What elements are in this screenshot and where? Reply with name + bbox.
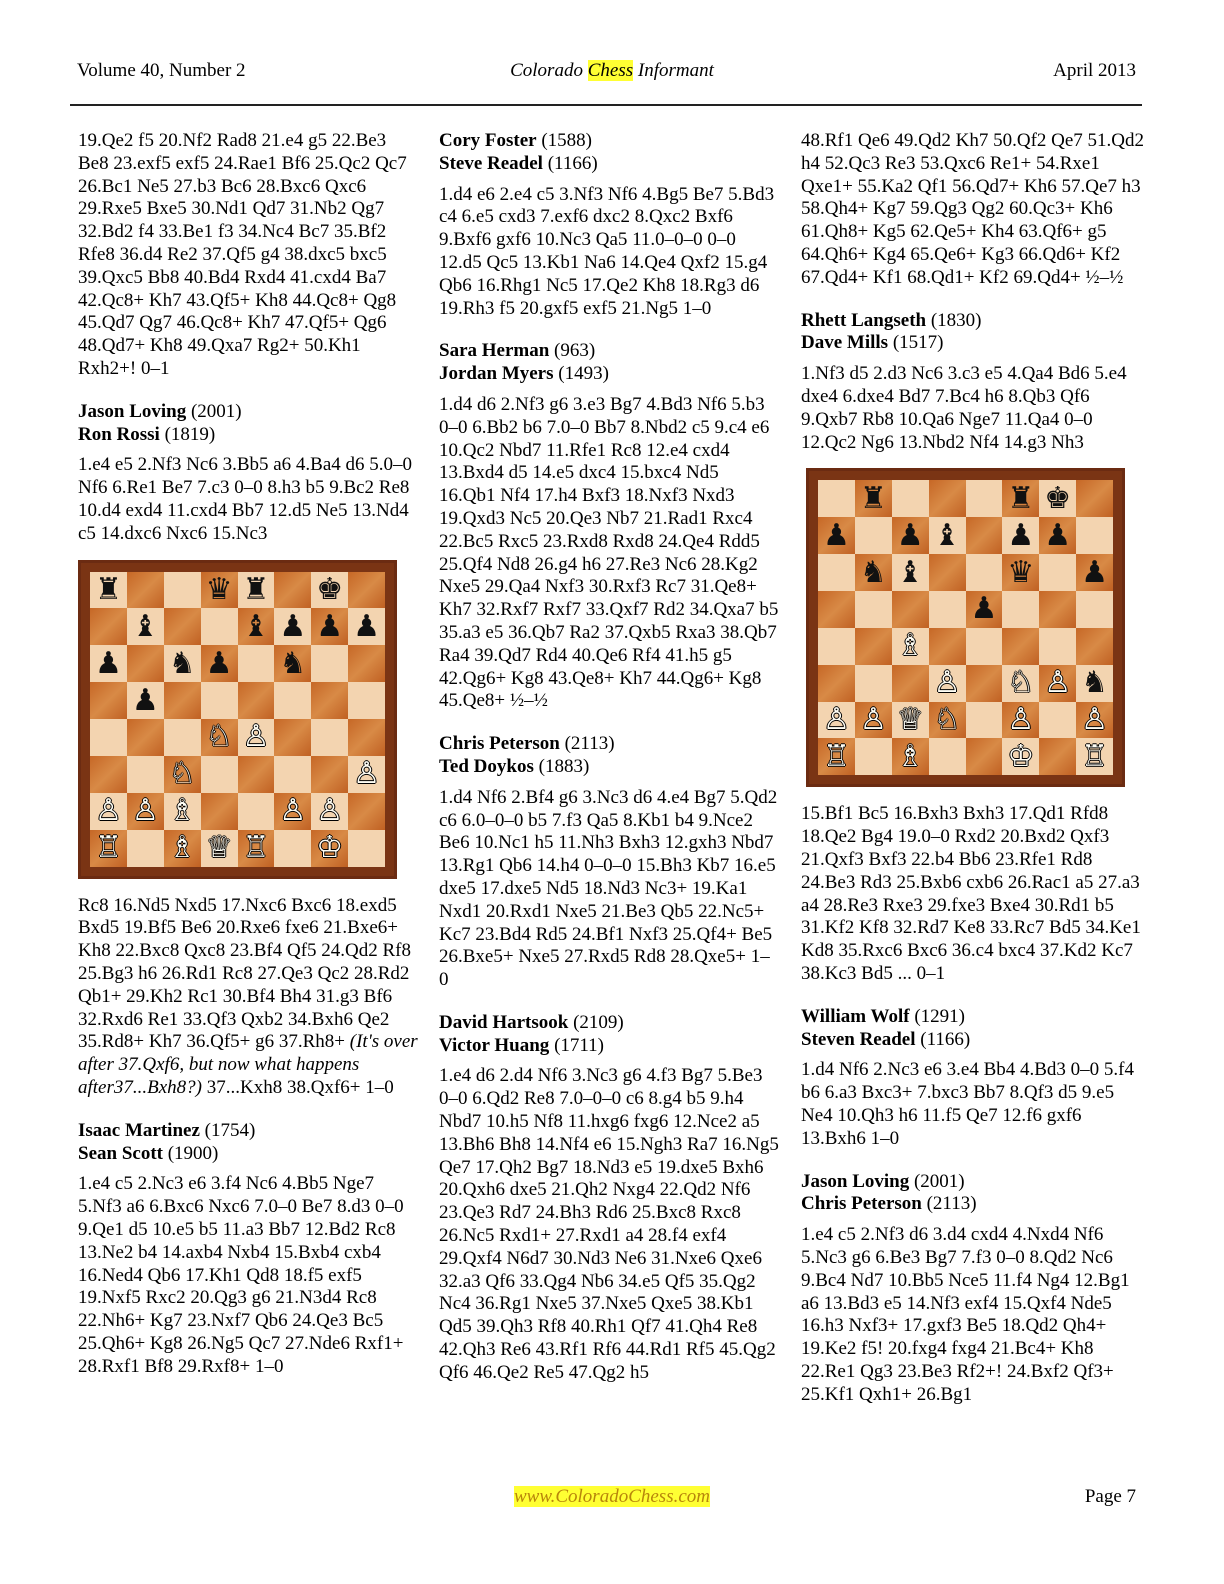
game-heading (801, 1171, 1146, 1217)
black-pawn-icon: ♟ (1007, 517, 1035, 553)
black-player: Steve Readel (439, 152, 543, 174)
board-square (127, 793, 164, 830)
board-square (1039, 702, 1076, 739)
board-square (929, 591, 966, 628)
board-square (966, 591, 1003, 628)
board-square (90, 756, 127, 793)
black-player: Dave Mills (801, 332, 889, 354)
board-square (311, 572, 348, 609)
board-square (1076, 665, 1113, 702)
board-square (90, 793, 127, 830)
board-square (929, 628, 966, 665)
game-moves: 1.d4 d6 2.Nf3 g6 3.e3 Bg7 4.Bd3 Nf6 5.b3 0–0 6.Bb2 b6 7.0–0 Bb7 8.Nbd2 c5 9.c4 e6 10.Qc2 Nbd7 11.Rfe1 Rc8 12.e4 cxd4 13.Bxd4 d5 14.e5 dxc4 15.bxc4 Nd5 16.Qb1 Nf4 17.h4 Bxf3 18.Nxf3 Nxd3 19.Qxd3 Nc5 20.Qe3 Nb7 21.Rad1 Rxc4 22.Bc5 Rxc5 23.Rxd8 Rxd8 24.Qe4 Rdd5 25.Qf4 Nd8 26.g4 h6 27.Re3 Nc6 28.Kg2 Nxe5 29.Qa4 Nxf3 30.Rxf3 Rc7 31.Qe8+ Kh7 32.Rxf7 Rxf7 33.Qxf7 Rd2 34.Qxa7 b5 35.a3 e5 36.Qb7 Ra2 37.Qxb5 Rxa3 38.Qb7 Ra4 39.Qd7 Rd4 40.Qe6 Rf4 41.h5 g5 42.Qg6+ Kg8 43.Qe8+ Kh7 44.Qg6+ Kg8 45.Qe8+ ½–½ (439, 393, 779, 712)
black-knight-icon: ♞ (1081, 665, 1109, 701)
issue-date: April 2013 (1053, 60, 1136, 81)
board-square (348, 608, 385, 645)
white-rating: (2113) (559, 733, 615, 755)
white-rook-icon: ♖ (242, 830, 270, 866)
white-knight-icon: ♘ (1007, 665, 1035, 701)
game-heading (439, 1012, 779, 1058)
white-bishop-icon: ♗ (168, 793, 196, 829)
black-rating: (1166) (542, 152, 598, 174)
board-square (201, 572, 238, 609)
white-rook-icon: ♖ (822, 738, 850, 774)
black-queen-icon: ♛ (205, 571, 233, 607)
black-rook-icon: ♜ (242, 571, 270, 607)
board-square (238, 793, 275, 830)
black-player: Ron Rossi (78, 423, 160, 445)
white-bishop-icon: ♗ (896, 738, 924, 774)
board-square (348, 682, 385, 719)
game-moves: 1.Nf3 d5 2.d3 Nc6 3.c3 e5 4.Qa4 Bd6 5.e4 dxe4 6.dxe4 Bd7 7.Bc4 h6 8.Qb3 Qf6 9.Qxb7 Rb8 10.Qa6 Nge7 11.Qa4 0–0 12.Qc2 Ng6 13.Nbd2 Nf4 14.g3 Nh3 (801, 363, 1127, 453)
black-king-icon: ♚ (316, 571, 344, 607)
board-square (348, 719, 385, 756)
white-bishop-icon: ♗ (896, 628, 924, 664)
board-square (1076, 517, 1113, 554)
board-square (348, 793, 385, 830)
black-pawn-icon: ♟ (131, 682, 159, 718)
board-square (274, 682, 311, 719)
black-knight-icon: ♞ (279, 645, 307, 681)
board-square (855, 628, 892, 665)
black-queen-icon: ♛ (1007, 554, 1035, 590)
board-square (90, 682, 127, 719)
game-moves: 19.Qe2 f5 20.Nf2 Rad8 21.e4 g5 22.Be3 Be8 23.exf5 exf5 24.Rae1 Bf6 25.Qc2 Qc7 26.Bc1 Ne5 27.b3 Bc6 28.Bxc6 Qxc6 29.Rxe5 Bxe5 30.Nd1 Qd7 31.Nb2 Qg7 32.Bd2 f4 33.Be1 f3 34.Nc4 Bc7 35.Bf2 Rfe8 36.d4 Re2 37.Qf5 g4 38.dxc5 bxc5 39.Qxc5 Bb8 40.Bd4 Rxd4 41.cxd4 Ba7 42.Qc8+ Kh7 43.Qf5+ Kh8 44.Qc8+ Qg8 45.Qd7 Qg7 46.Qc8+ Kh7 47.Qf5+ Qg6 48.Qd7+ Kh8 49.Qxa7 Rg2+ 50.Kh1 Rxh2+! 0–1 (78, 130, 407, 379)
board-square (1002, 554, 1039, 591)
black-pawn-icon: ♟ (279, 608, 307, 644)
black-rook-icon: ♜ (859, 480, 887, 516)
board-square (892, 480, 929, 517)
board-square (164, 719, 201, 756)
black-knight-icon: ♞ (859, 554, 887, 590)
black-pawn-icon: ♟ (353, 608, 381, 644)
board-square (818, 628, 855, 665)
game-moves: 48.Rf1 Qe6 49.Qd2 Kh7 50.Qf2 Qe7 51.Qd2 h4 52.Qc3 Re3 53.Qxc6 Re1+ 54.Rxe1 Qxe1+ 55.Ka2 Qf1 56.Qd7+ Kh6 57.Qe7 h3 58.Qh4+ Kg7 59.Qg3 Qg2 60.Qc3+ Kh6 61.Qh8+ Kg5 62.Qe5+ Kh4 63.Qf6+ g5 64.Qh6+ Kg4 65.Qe6+ Kg3 66.Qd6+ Kf2 67.Qd4+ Kf1 68.Qd1+ Kf2 69.Qd4+ ½–½ (801, 130, 1145, 288)
white-rating: (2001) (909, 1170, 965, 1192)
game-moves: 1.e4 c5 2.Nc3 e6 3.f4 Nc6 4.Bb5 Nge7 5.Nf3 a6 6.Bxc6 Nxc6 7.0–0 Be7 8.d3 0–0 9.Qe1 d5 10.e5 b5 11.a3 Bb7 12.Bd2 Rc8 13.Ne2 b4 14.axb4 Nxb4 15.Bxb4 cxb4 16.Ned4 Qb6 17.Kh1 Qd8 18.f5 exf5 19.Nxf5 Rxc2 20.Qg3 g6 21.N3d4 Rc8 22.Nh6+ Kg7 23.Nxf7 Qb6 24.Qe3 Bc5 25.Qh6+ Kg8 26.Ng5 Qc7 27.Nde6 Rxf1+ 28.Rxf1 Bf8 29.Rxf8+ 1–0 (78, 1173, 404, 1377)
white-pawn-icon: ♙ (242, 719, 270, 755)
white-player: Isaac Martinez (78, 1119, 200, 1141)
board-square (201, 682, 238, 719)
board-square (1076, 628, 1113, 665)
white-player: Rhett Langseth (801, 309, 927, 331)
white-pawn-icon: ♙ (1044, 665, 1072, 701)
board-square (1076, 591, 1113, 628)
board-square (892, 554, 929, 591)
white-player: Chris Peterson (439, 733, 560, 755)
board-square (127, 608, 164, 645)
board-square (127, 830, 164, 867)
board-square (818, 554, 855, 591)
board-square (238, 682, 275, 719)
black-rook-icon: ♜ (1007, 480, 1035, 516)
column-1 (78, 130, 418, 1398)
board-square (201, 719, 238, 756)
game-moves: 1.e4 c5 2.Nf3 d6 3.d4 cxd4 4.Nxd4 Nf6 5.Nc3 g6 6.Be3 Bg7 7.f3 0–0 8.Qd2 Nc6 9.Bc4 Nd7 10.Bb5 Nce5 11.f4 Ng4 12.Bg1 a6 13.Bd3 e5 14.Nf3 exf4 15.Qxf4 Nde5 16.h3 Nxf3+ 17.gxf3 Be5 18.Qd2 Qh4+ 19.Ke2 f5! 20.fxg4 fxg4 21.Bc4+ Kh8 22.Re1 Qg3 23.Be3 Rf2+! 24.Bxf2 Qf3+ 25.Kf1 Qxh1+ 26.Bg1 (801, 1224, 1130, 1405)
black-bishop-icon: ♝ (242, 608, 270, 644)
board-square (1002, 628, 1039, 665)
black-king-icon: ♚ (1044, 480, 1072, 516)
board-square (311, 830, 348, 867)
white-bishop-icon: ♗ (168, 830, 196, 866)
board-square (855, 702, 892, 739)
board-square (966, 628, 1003, 665)
game-moves: 1.e4 d6 2.d4 Nf6 3.Nc3 g6 4.f3 Bg7 5.Be3 0–0 6.Qd2 Re8 7.0–0–0 c6 8.g4 b5 9.h4 Nbd7 10.h5 Nf8 11.hxg6 fxg6 12.Nce2 a5 13.Bh6 Bh8 14.Nf4 e6 15.Ngh3 Ra7 16.Ng5 Qe7 17.Qh2 Bg7 18.Nd3 e5 19.dxe5 Bxh6 20.Qxh6 dxe5 21.Qh2 Nxg4 22.Qd2 Nf6 23.Qe3 Rd7 24.Bh3 Rd6 25.Bxc8 Rxc8 26.Nc5 Rxd1+ 27.Rxd1 a4 28.f4 exf4 29.Qxf4 N6d7 30.Nd3 Ne6 31.Nxe6 Qxe6 32.a3 Qf6 33.Qg4 Nb6 34.e5 Qf5 35.Qg2 Nc4 36.Rg1 Nxe5 37.Nxe5 Qxe5 38.Kb1 Qd5 39.Qh3 Rf8 40.Rh1 Qf7 41.Qh4 Re8 42.Qh3 Re6 43.Rf1 Rf6 44.Rd1 Rf5 45.Qg2 Qf6 46.Qe2 Re5 47.Qg2 h5 (439, 1065, 779, 1383)
black-rating: (1819) (159, 423, 216, 445)
publication-title: Colorado Chess Informant (510, 60, 714, 81)
white-rating: (1291) (909, 1005, 965, 1027)
game-moves: 15.Bf1 Bc5 16.Bxh3 Bxh3 17.Qd1 Rfd8 18.Qe2 Bg4 19.0–0 Rxd2 20.Bxd2 Qxf3 21.Qxf3 Bxf3 22.b4 Bb6 23.Rfe1 Rd8 24.Be3 Rd3 25.Bxb6 cxb6 26.Rac1 a5 27.a3 a4 28.Re3 Rxe3 29.fxe3 Bxe4 30.Rd1 b5 31.Kf2 Kf8 32.Rd7 Ke8 33.Rc7 Bd5 34.Ke1 Kd8 35.Rxc6 Bxc6 36.c4 bxc4 37.Kd2 Kc7 38.Kc3 Bd5 ... 0–1 (801, 803, 1141, 984)
board-square (311, 719, 348, 756)
board-square (274, 830, 311, 867)
game-heading (439, 340, 779, 386)
board-square (929, 702, 966, 739)
board-square (892, 738, 929, 775)
white-pawn-icon: ♙ (1007, 702, 1035, 738)
board-square (1002, 591, 1039, 628)
game-moves: 1.e4 e5 2.Nf3 Nc6 3.Bb5 a6 4.Ba4 d6 5.0–0 Nf6 6.Re1 Be7 7.c3 0–0 8.h3 b5 9.Bc2 Re8 10.d4 exd4 11.cxd4 Bb7 12.d5 Ne5 13.Nd4 c5 14.dxc6 Nxc6 15.Nc3 (78, 454, 413, 544)
board-square (90, 645, 127, 682)
board-square (274, 608, 311, 645)
white-king-icon: ♔ (316, 830, 344, 866)
black-player: Victor Huang (439, 1034, 550, 1056)
board-square (1076, 554, 1113, 591)
website-link[interactable]: www.ColoradoChess.com (513, 1486, 710, 1507)
board-square (855, 517, 892, 554)
black-pawn-icon: ♟ (94, 645, 122, 681)
white-rating: (963) (549, 340, 596, 362)
black-pawn-icon: ♟ (970, 591, 998, 627)
board-square (201, 645, 238, 682)
board-square (201, 756, 238, 793)
board-square (818, 591, 855, 628)
black-player: Ted Doykos (439, 755, 534, 777)
board-square (90, 719, 127, 756)
board-square (348, 645, 385, 682)
black-pawn-icon: ♟ (316, 608, 344, 644)
black-rating: (1493) (553, 363, 609, 385)
board-square (1076, 480, 1113, 517)
black-player: Chris Peterson (801, 1193, 922, 1215)
board-square (164, 645, 201, 682)
header-divider (70, 104, 1142, 106)
board-square (892, 591, 929, 628)
board-square (818, 738, 855, 775)
black-bishop-icon: ♝ (933, 517, 961, 553)
board-square (966, 738, 1003, 775)
board-square (929, 554, 966, 591)
white-pawn-icon: ♙ (822, 702, 850, 738)
board-square (127, 719, 164, 756)
black-pawn-icon: ♟ (205, 645, 233, 681)
white-pawn-icon: ♙ (316, 793, 344, 829)
board-square (1002, 702, 1039, 739)
black-pawn-icon: ♟ (1044, 517, 1072, 553)
board-square (90, 830, 127, 867)
board-square (892, 702, 929, 739)
board-square (1039, 591, 1076, 628)
white-rating: (1588) (536, 130, 593, 151)
board-square (127, 645, 164, 682)
black-rating: (1517) (888, 332, 944, 354)
white-rating: (2001) (186, 400, 242, 422)
white-rook-icon: ♖ (1081, 738, 1109, 774)
white-pawn-icon: ♙ (353, 756, 381, 792)
board-square (311, 756, 348, 793)
board-square (929, 517, 966, 554)
board-square (929, 665, 966, 702)
white-pawn-icon: ♙ (279, 793, 307, 829)
board-square (164, 608, 201, 645)
board-square (855, 665, 892, 702)
white-player: Sara Herman (439, 340, 550, 362)
black-rook-icon: ♜ (94, 571, 122, 607)
game-moves: 1.d4 Nf6 2.Nc3 e6 3.e4 Bb4 4.Bd3 0–0 5.f4 b6 6.a3 Bxc3+ 7.bxc3 Bb7 8.Qf3 d5 9.e5 Ne4 10.Qh3 h6 11.f5 Qe7 12.f6 gxf6 13.Bxh6 1–0 (801, 1059, 1134, 1149)
board-square (966, 554, 1003, 591)
board-square (164, 572, 201, 609)
board-square (274, 793, 311, 830)
board-square (966, 702, 1003, 739)
white-pawn-icon: ♙ (933, 665, 961, 701)
page-header (0, 58, 1224, 88)
board-square (855, 738, 892, 775)
game-heading (801, 1006, 1146, 1052)
board-square (274, 645, 311, 682)
game-heading (439, 130, 779, 176)
board-square (348, 756, 385, 793)
board-square (818, 702, 855, 739)
chess-diagram (78, 560, 397, 879)
board-square (818, 517, 855, 554)
black-pawn-icon: ♟ (896, 517, 924, 553)
white-rook-icon: ♖ (94, 830, 122, 866)
board-square (238, 756, 275, 793)
annotation-comment: (It's over after 37.Qxf6, but now what happens after37...Bxh8?) (78, 1031, 418, 1098)
board-square (855, 480, 892, 517)
board-square (1002, 480, 1039, 517)
black-player: Sean Scott (78, 1142, 163, 1164)
board-square (238, 608, 275, 645)
white-player: William Wolf (801, 1005, 910, 1027)
column-2 (439, 130, 779, 1405)
board-square (127, 682, 164, 719)
board-square (238, 830, 275, 867)
board-square (929, 738, 966, 775)
board-grid (818, 480, 1113, 775)
white-knight-icon: ♘ (168, 756, 196, 792)
black-rating: (1900) (162, 1142, 219, 1164)
board-square (1002, 517, 1039, 554)
board-square (274, 572, 311, 609)
board-square (164, 682, 201, 719)
white-knight-icon: ♘ (933, 702, 961, 738)
board-square (892, 628, 929, 665)
board-square (311, 793, 348, 830)
board-square (818, 665, 855, 702)
board-square (966, 665, 1003, 702)
board-square (1039, 665, 1076, 702)
game-heading (78, 401, 418, 447)
column-3 (801, 130, 1146, 1426)
black-bishop-icon: ♝ (131, 608, 159, 644)
board-square (966, 517, 1003, 554)
board-square (164, 793, 201, 830)
black-rating: (2113) (921, 1193, 977, 1215)
white-queen-icon: ♕ (205, 830, 233, 866)
board-square (127, 756, 164, 793)
black-bishop-icon: ♝ (896, 554, 924, 590)
board-square (90, 572, 127, 609)
game-heading (78, 1120, 418, 1166)
game-heading (801, 310, 1146, 356)
board-square (818, 480, 855, 517)
board-square (348, 572, 385, 609)
game-heading (439, 733, 779, 779)
white-pawn-icon: ♙ (94, 793, 122, 829)
board-square (1039, 480, 1076, 517)
white-player: Jason Loving (78, 400, 187, 422)
white-knight-icon: ♘ (205, 719, 233, 755)
board-square (274, 719, 311, 756)
board-square (892, 665, 929, 702)
board-square (1002, 738, 1039, 775)
board-square (201, 830, 238, 867)
board-square (238, 572, 275, 609)
white-player: Cory Foster (439, 130, 537, 151)
board-square (201, 608, 238, 645)
board-square (127, 572, 164, 609)
board-square (1076, 702, 1113, 739)
white-player: Jason Loving (801, 1170, 910, 1192)
black-rating: (1883) (533, 755, 590, 777)
board-square (311, 645, 348, 682)
white-rating: (1754) (199, 1119, 256, 1141)
board-square (929, 480, 966, 517)
board-square (855, 554, 892, 591)
black-player: Steven Readel (801, 1028, 916, 1050)
game-moves: 1.d4 Nf6 2.Bf4 g6 3.Nc3 d6 4.e4 Bg7 5.Qd2 c6 6.0–0–0 b5 7.f3 Qa5 8.Kb1 b4 9.Nce2 Be6 10.Nc1 h5 11.Nh3 Bxh3 12.gxh3 Nbd7 13.Rg1 Qb6 14.h4 0–0–0 15.Bh3 Kb7 16.e5 dxe5 17.dxe5 Nd5 18.Nd3 Nc3+ 19.Ka1 Nxd1 20.Rxd1 Nxe5 21.Be3 Qb5 22.Nc5+ Kc7 23.Bd4 Rd5 24.Bf1 Nxf3 25.Qf4+ Be5 26.Bxe5+ Nxe5 27.Rxd5 Rd8 28.Qxe5+ 1–0 (439, 786, 778, 991)
white-pawn-icon: ♙ (1081, 702, 1109, 738)
black-player: Jordan Myers (439, 363, 554, 385)
game-moves: Rc8 16.Nd5 Nxd5 17.Nxc6 Bxc6 18.exd5 Bxd5 19.Bf5 Be6 20.Rxe6 fxe6 21.Bxe6+ Kh8 22.Bxc8 Qxc8 23.Bf4 Qf5 24.Qd2 Rf8 25.Bg3 h6 26.Rd1 Rc8 27.Qe3 Qc2 28.Rd2 Qb1+ 29.Kh2 Rc1 30.Bf4 Bh4 31.g3 Bf6 32.Rxd6 Re1 33.Qf3 Qxb2 34.Bxh6 Qe2 35.Rd8+ Kh7 36.Qf5+ g6 37.Rh8+ (It's over after 37.Qxf6, but now what happens after37...Bxh8?) 37...Kxh8 38.Qxf6+ 1–0 (78, 894, 418, 1098)
board-square (1039, 554, 1076, 591)
board-square (164, 756, 201, 793)
black-pawn-icon: ♟ (1081, 554, 1109, 590)
board-square (966, 480, 1003, 517)
board-square (90, 608, 127, 645)
black-rating: (1711) (549, 1034, 605, 1056)
board-square (274, 756, 311, 793)
white-rating: (2109) (568, 1011, 624, 1033)
volume-number: Volume 40, Number 2 (77, 60, 246, 81)
black-pawn-icon: ♟ (822, 517, 850, 553)
board-square (1039, 628, 1076, 665)
title-highlight: Chess (587, 60, 634, 81)
board-square (238, 719, 275, 756)
board-square (892, 517, 929, 554)
white-player: David Hartsook (439, 1011, 569, 1033)
board-square (855, 591, 892, 628)
white-queen-icon: ♕ (896, 702, 924, 738)
board-square (1039, 517, 1076, 554)
white-rating: (1830) (926, 309, 982, 331)
board-square (1039, 738, 1076, 775)
board-square (164, 830, 201, 867)
white-pawn-icon: ♙ (131, 793, 159, 829)
black-knight-icon: ♞ (168, 645, 196, 681)
game-moves: 1.d4 e6 2.e4 c5 3.Nf3 Nf6 4.Bg5 Be7 5.Bd3 c4 6.e5 cxd3 7.exf6 dxc2 8.Qxc2 Bxf6 9.Bxf6 gxf6 10.Nc3 Qa5 11.0–0–0 0–0 12.d5 Qc5 13.Kb1 Na6 14.Qe4 Qxf2 15.g4 Qb6 16.Rhg1 Nc5 17.Qe2 Kh8 18.Rg3 d6 19.Rh3 f5 20.gxf5 exf5 21.Ng5 1–0 (439, 183, 775, 319)
board-square (238, 645, 275, 682)
board-square (311, 682, 348, 719)
board-grid (90, 572, 385, 867)
white-pawn-icon: ♙ (859, 702, 887, 738)
board-square (1076, 738, 1113, 775)
black-rating: (1166) (915, 1028, 971, 1050)
white-king-icon: ♔ (1007, 738, 1035, 774)
board-square (311, 608, 348, 645)
board-square (348, 830, 385, 867)
page-number: Page 7 (1084, 1486, 1136, 1507)
chess-diagram (806, 468, 1125, 787)
board-square (201, 793, 238, 830)
board-square (1002, 665, 1039, 702)
